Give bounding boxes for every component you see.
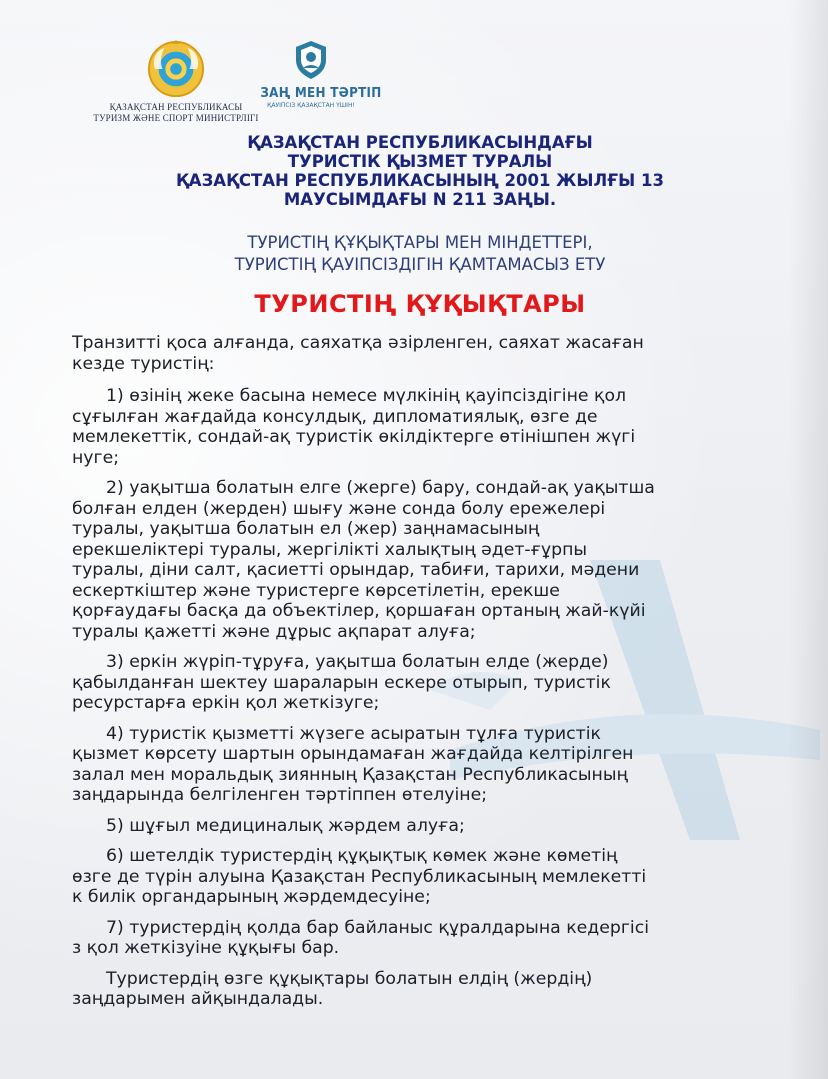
text-line: 7) туристердің қолда бар байланыс құралдарына кедергісі <box>106 917 650 938</box>
subtitle <box>120 232 720 276</box>
law-title-line: ТУРИСТІК ҚЫЗМЕТ ТУРАЛЫ <box>287 152 553 171</box>
state-emblem-icon <box>147 40 205 98</box>
text-line: кезде туристің: <box>72 353 215 374</box>
text-line: ресурстарға еркін қол жеткізуге; <box>72 693 380 713</box>
rights-paragraph <box>72 478 772 642</box>
rights-text <box>72 333 772 1020</box>
text-line: 3) еркін жүріп-тұруға, уақытша болатын елде (жерде) <box>106 652 609 672</box>
law-title <box>120 133 720 209</box>
edge-shadow <box>788 0 828 1079</box>
text-line: туралы, діни салт, қасиетті орындар, табиғи, тарихи, мәдени <box>72 560 640 580</box>
text-line: қызмет көрсету шартын орындамаған жағдайда келтірілген <box>72 744 634 764</box>
text-line: 2) уақытша болатын елге (жерге) бару, сондай-ақ уақытша <box>106 478 655 498</box>
text-line: к билік органдарының жәрдемдесуіне; <box>72 887 431 907</box>
shield-logo-icon <box>294 40 328 80</box>
subtitle-line: ТУРИСТІҢ ҚҰҚЫҚТАРЫ МЕН МІНДЕТТЕРІ, <box>247 233 593 252</box>
text-line: з қол жеткізуіне құқығы бар. <box>72 938 340 958</box>
ministry-name-line-2: ТУРИЗМ ЖӘНЕ СПОРТ МИНИСТРЛІГІ <box>93 113 259 123</box>
rights-paragraph <box>72 724 772 806</box>
text-line: қорғаудағы басқа да объектілер, қоршаған ортаның жай-күйі <box>72 601 646 621</box>
rights-paragraph <box>72 386 772 468</box>
text-line: ескерткіштер және туристерге көрсетілетін, ерекше <box>72 580 560 601</box>
text-line: заңдарында белгіленген тәртіппен өтелуіне; <box>72 785 488 805</box>
text-line: 6) шетелдік туристердің құқықтық көмек және көметің <box>106 846 618 866</box>
text-line: Транзитті қоса алғанда, саяхатқа әзірленген, саяхат жасаған <box>72 333 644 353</box>
rights-paragraph <box>72 969 772 1010</box>
text-line: мемлекеттік, сондай-ақ туристік өкілдіктерге өтінішпен жүгі <box>72 427 636 447</box>
text-line: заңдарымен айқындалады. <box>72 989 324 1009</box>
brand-tagline: ҚАУІПСІЗ ҚАЗАҚСТАН ҮШІН! <box>267 102 355 109</box>
ministry-logo <box>78 40 274 124</box>
rights-paragraph <box>72 652 772 714</box>
text-line: туралы, уақытша болатын ел (жер) заңнамасының <box>72 519 540 539</box>
text-line: 4) туристік қызметті жүзеге асыратын тұлға туристік <box>106 723 601 744</box>
section-heading: ТУРИСТІҢ ҚҰҚЫҚТАРЫ <box>254 290 586 318</box>
rights-paragraph <box>72 918 772 959</box>
brand-name: ЗАҢ МЕН ТӘРТІП <box>260 86 382 101</box>
text-line: ерекшеліктері туралы, жергілікті халықтың әдет-ғұрпы <box>72 539 588 560</box>
ministry-name-line-1: ҚАЗАҚСТАН РЕСПУБЛИКАСЫ <box>109 102 243 112</box>
text-line: нуге; <box>72 447 120 468</box>
intro-paragraph <box>72 333 772 374</box>
text-line: өзге де түрін алуына Қазақстан Республикасының мемлекетті <box>72 866 647 887</box>
rights-paragraph <box>72 846 772 908</box>
law-title-line: ҚАЗАҚСТАН РЕСПУБЛИКАСЫНДАҒЫ <box>247 133 593 152</box>
text-line: сұғылған жағдайда консулдық, дипломатиялық, өзге де <box>72 406 598 427</box>
text-line: 1) өзінің жеке басына немесе мүлкінің қауіпсіздігіне қол <box>106 386 627 406</box>
text-line: Туристердің өзге құқықтары болатын елдің (жердің) <box>106 968 593 989</box>
law-title-line: МАУСЫМДАҒЫ N 211 ЗАҢЫ. <box>283 190 557 209</box>
text-line: болған елден (жерден) шығу және сонда болу ережелері <box>72 498 606 519</box>
brand-logo <box>256 40 382 109</box>
law-title-line: ҚАЗАҚСТАН РЕСПУБЛИКАСЫНЫҢ 2001 ЖЫЛҒЫ 13 <box>176 171 664 190</box>
text-line: залал мен моральдық зиянның Қазақстан Республикасының <box>72 764 628 785</box>
rights-paragraph <box>72 816 772 837</box>
text-line: қабылданған шектеу шараларын ескере отырып, туристік <box>72 672 611 693</box>
subtitle-line: ТУРИСТІҢ ҚАУІПСІЗДІГІН ҚАМТАМАСЫЗ ЕТУ <box>234 255 606 274</box>
text-line: 5) шұғыл медициналық жәрдем алуға; <box>106 815 465 836</box>
text-line: туралы қажетті және дұрыс ақпарат алуға; <box>72 621 476 642</box>
